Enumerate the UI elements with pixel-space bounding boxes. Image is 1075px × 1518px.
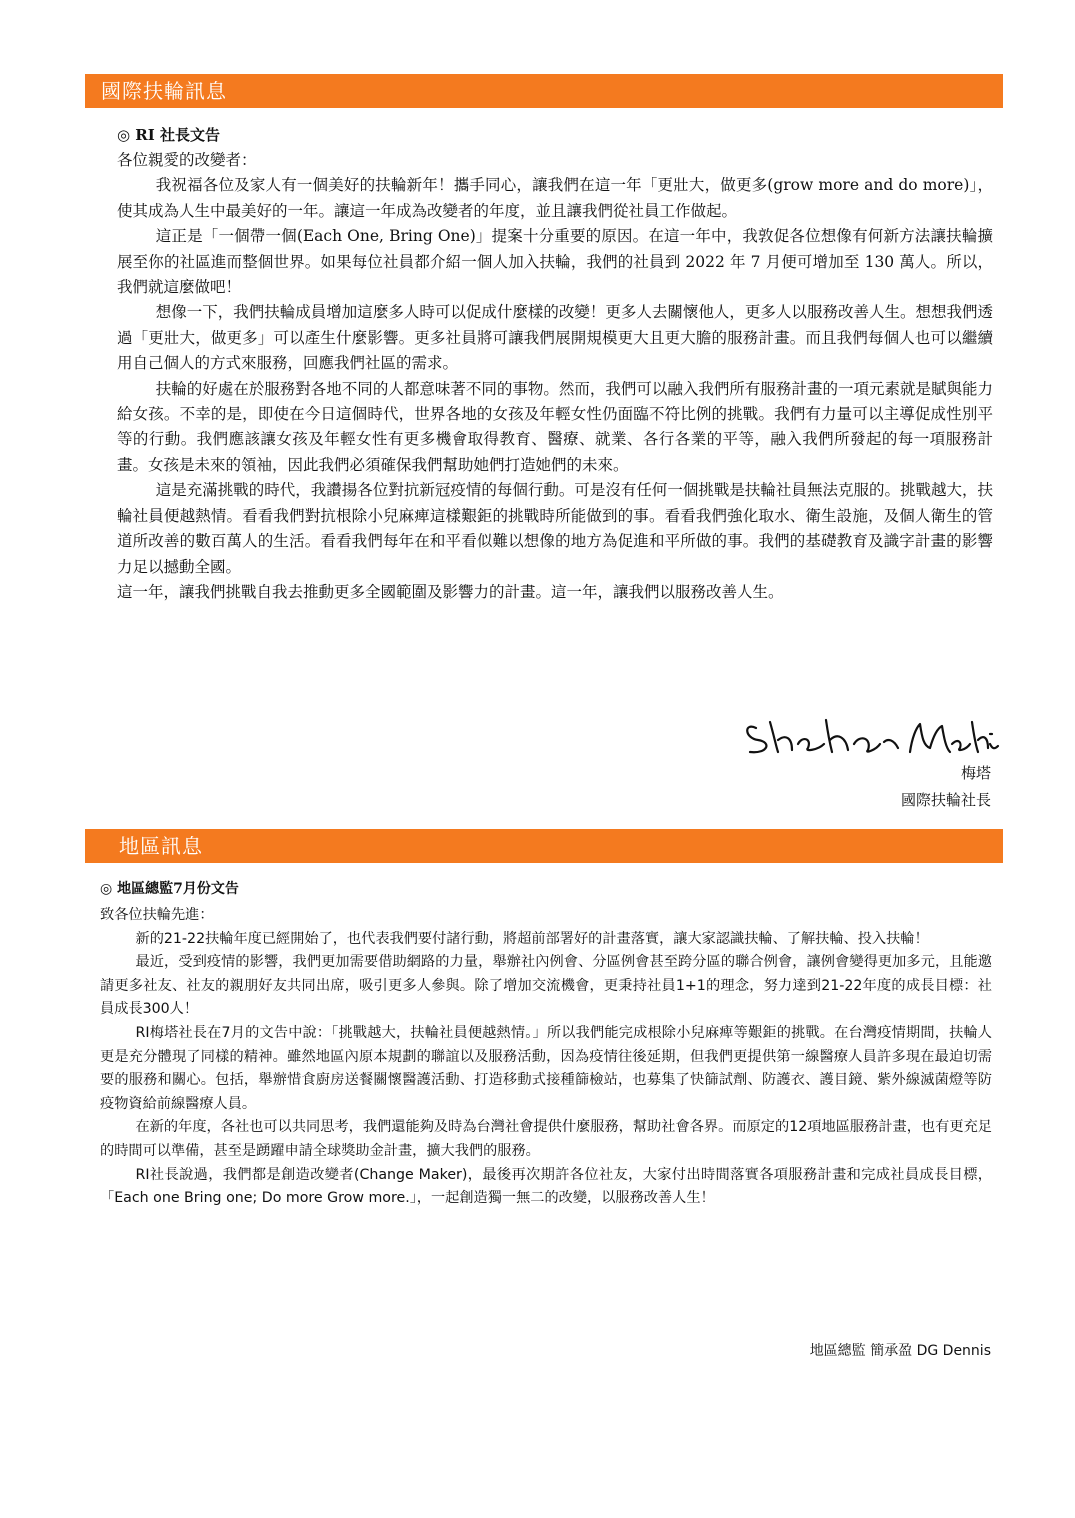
signature-name: 梅塔: [960, 764, 991, 782]
paragraph: RI梅塔社長在7月的文告中說：「挑戰越大，扶輪社員便越熱情。」所以我們能完成根除小兒麻痺等艱鉅的挑戰。在台灣疫情期間，扶輪人更是充分體現了同樣的精神。雖然地區內原本規劃的聯誼以及服務活動，因為疫情往後延期，但我們更提供第一線醫療人員許多現在最迫切需要的服務和關心。包括，舉辦惜食廚房送餐關懷醫護活動、打造移動式接種篩檢站，也募集了快篩試劑、防護衣、護目鏡、紫外線滅菌燈等防疫物資給前線醫療人員。: [100, 1024, 992, 1112]
salutation: 各位親愛的改變者：: [117, 151, 257, 169]
district-governor-sign-off: 地區總監 簡承盈 DG Dennis: [809, 1343, 991, 1359]
salutation: 致各位扶輪先進：: [100, 907, 214, 923]
paragraph: 最近，受到疫情的影響，我們更加需要借助網路的力量，舉辦社內例會、分區例會甚至跨分區的聯合例會，讓例會變得更加多元，且能邀請更多社友、社友的親朋好友共同出席，吸引更多人參與。除了增加交流機會，更秉持社員1+1的理念，努力達到21-22年度的成長目標：社員成長300人！: [100, 954, 992, 1018]
paragraph: 想像一下，我們扶輪成員增加這麼多人時可以促成什麼樣的改變！更多人去關懷他人，更多人以服務改善人生。想想我們透過「更壯大，做更多」可以產生什麼影響。更多社員將可讓我們展開規模更大且更大膽的服務計畫。而且我們每個人也可以繼續用自己個人的方式來服務，回應我們社區的需求。: [117, 303, 993, 373]
district-governor-message-heading: ◎ 地區總監7月份文告: [100, 881, 239, 897]
ri-president-message-body: [117, 148, 993, 605]
paragraph: 這是充滿挑戰的時代，我讚揚各位對抗新冠疫情的每個行動。可是沒有任何一個挑戰是扶輪社員無法克服的。挑戰越大，扶輪社員便越熱情。看看我們對抗根除小兒麻痺這樣艱鉅的挑戰時所能做到的事。看看我們強化取水、衛生設施，及個人衛生的管道所改善的數百萬人的生活。看看我們每年在和平看似難以想像的地方為促進和平所做的事。我們的基礎教育及識字計畫的影響力足以撼動全國。: [117, 481, 993, 576]
section-banner-district: 地區訊息: [85, 829, 1003, 863]
ri-president-message-heading: ◎ RI 社長文告: [117, 126, 221, 144]
paragraph: 這正是「一個帶一個(Each One, Bring One)」提案十分重要的原因。在這一年中，我敦促各位想像有何新方法讓扶輪擴展至你的社區進而整個世界。如果每位社員都介紹一個人加入扶輪，我們的社員到 2022 年 7 月便可增加至 130 萬人。所以，我們就這麼做吧！: [117, 227, 993, 297]
section-banner-international: 國際扶輪訊息: [85, 74, 1003, 108]
paragraph: 在新的年度，各社也可以共同思考，我們還能夠及時為台灣社會提供什麼服務，幫助社會各界。而原定的12項地區服務計畫，也有更充足的時間可以準備，甚至是踴躍申請全球獎助金計畫，擴大我們的服務。: [100, 1119, 992, 1159]
handwritten-signature: [738, 704, 1000, 764]
paragraph: 我祝福各位及家人有一個美好的扶輪新年！攜手同心，讓我們在這一年「更壯大，做更多(grow more and do more)」，使其成為人生中最美好的一年。讓這一年成為改變者的年度，並且讓我們從社員工作做起。: [117, 176, 993, 220]
closing-paragraph: 這一年，讓我們挑戰自我去推動更多全國範圍及影響力的計畫。這一年，讓我們以服務改善人生。: [117, 582, 784, 601]
district-governor-message-body: [100, 904, 992, 1211]
paragraph: 新的21-22扶輪年度已經開始了，也代表我們要付諸行動，將超前部署好的計畫落實，讓大家認識扶輪、了解扶輪、投入扶輪！: [135, 930, 929, 947]
signature-title: 國際扶輪社長: [900, 791, 991, 809]
paragraph: RI社長說過，我們都是創造改變者(Change Maker)，最後再次期許各位社友，大家付出時間落實各項服務計畫和完成社員成長目標，「Each one Bring one; Do more Grow more.」，一起創造獨一無二的改變，以服務改善人生！: [100, 1166, 992, 1207]
paragraph: 扶輪的好處在於服務對各地不同的人都意味著不同的事物。然而，我們可以融入我們所有服務計畫的一項元素就是賦與能力給女孩。不幸的是，即使在今日這個時代，世界各地的女孩及年輕女性仍面臨不符比例的挑戰。我們有力量可以主導促成性別平等的行動。我們應該讓女孩及年輕女性有更多機會取得教育、醫療、就業、各行各業的平等，融入我們所發起的每一項服務計畫。女孩是未來的領袖，因此我們必須確保我們幫助她們打造她們的未來。: [117, 379, 993, 474]
